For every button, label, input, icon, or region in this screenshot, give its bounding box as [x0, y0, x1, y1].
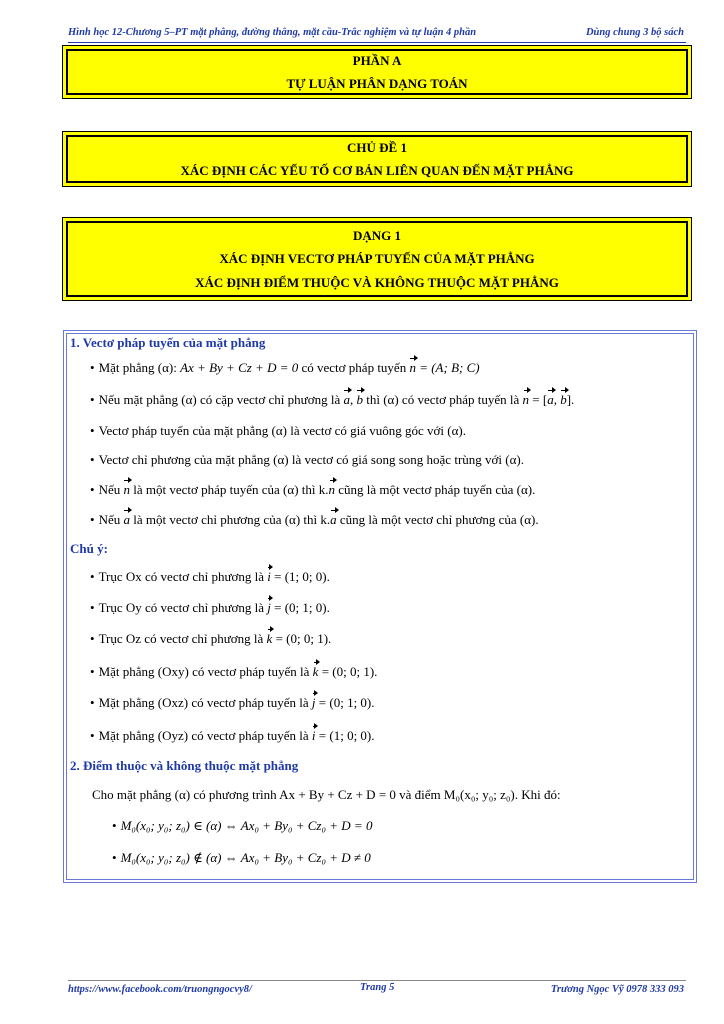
point-on-plane: • M₀(x₀; y₀; z₀) ∈ (α) ⇔ Ax₀ + By₀ + Cz₀ + D = 0 — [112, 818, 373, 833]
part-a-title: PHẦN A — [352, 53, 402, 68]
page-number: Trang 5 — [360, 982, 395, 993]
header-right: Dùng chung 3 bộ sách — [585, 27, 684, 38]
form-box — [62, 217, 692, 301]
header-rule — [68, 42, 686, 43]
bullet-dot: • — [112, 818, 117, 833]
bullet-dot: • — [90, 728, 95, 743]
bullet-direction-definition: • Vectơ chỉ phương của mặt phẳng (α) là vectơ có giá song song hoặc trùng với (α). — [90, 452, 524, 467]
bullet-normal-vector: • Mặt phẳng (α): Ax + By + Cz + D = 0 có vectơ pháp tuyến n = (A; B; C) — [90, 360, 480, 375]
bullet-dot: • — [90, 423, 95, 438]
note-axis-oz: • Trục Oz có vectơ chỉ phương là k = (0; 0; 1). — [90, 631, 332, 646]
note-plane-oxz: • Mặt phẳng (Oxz) có vectơ pháp tuyến là j = (0; 1; 0). — [90, 695, 375, 710]
footer-rule — [68, 980, 686, 981]
bullet-dot: • — [90, 664, 95, 679]
section-1-title: 1. Vectơ pháp tuyến của mặt phẳng — [70, 335, 266, 350]
note-axis-oy: • Trục Oy có vectơ chỉ phương là j = (0; 1; 0). — [90, 600, 330, 615]
bullet-dot: • — [90, 631, 95, 646]
bullet-cross-product: • Nếu mặt phẳng (α) có cặp vectơ chỉ phương là a, b thì (α) có vectơ pháp tuyến là n = [a, b]. — [90, 392, 575, 407]
part-a-box — [62, 45, 692, 99]
section-2-title: 2. Điểm thuộc và không thuộc mặt phẳng — [70, 758, 299, 773]
bullet-scaled-direction: • Nếu a là một vectơ chỉ phương của (α) thì k.a cũng là một vectơ chỉ phương của (α). — [90, 512, 539, 527]
bullet-dot: • — [90, 392, 95, 407]
bullet-dot: • — [112, 850, 117, 865]
bullet-dot: • — [90, 512, 95, 527]
header-left: Hình học 12-Chương 5–PT mặt phẳng, đường thẳng, mặt cầu-Trắc nghiệm và tự luận 4 phần — [68, 27, 477, 38]
note-title: Chú ý: — [70, 541, 108, 556]
topic-box — [62, 131, 692, 187]
note-plane-oxy: • Mặt phẳng (Oxy) có vectơ pháp tuyến là k = (0; 0; 1). — [90, 664, 378, 679]
note-plane-oyz: • Mặt phẳng (Oyz) có vectơ pháp tuyến là i = (1; 0; 0). — [90, 728, 375, 743]
bullet-dot: • — [90, 695, 95, 710]
topic-subtitle: XÁC ĐỊNH CÁC YẾU TỐ CƠ BẢN LIÊN QUAN ĐẾN MẶT PHẲNG — [180, 163, 574, 178]
bullet-scaled-normal: • Nếu n là một vectơ pháp tuyến của (α) thì k.n cũng là một vectơ pháp tuyến của (α). — [90, 482, 536, 497]
bullet-dot: • — [90, 600, 95, 615]
bullet-dot: • — [90, 452, 95, 467]
bullet-dot: • — [90, 360, 95, 375]
form-title: DẠNG 1 — [352, 228, 402, 243]
bullet-dot: • — [90, 482, 95, 497]
bullet-normal-definition: • Vectơ pháp tuyến của mặt phẳng (α) là vectơ có giá vuông góc với (α). — [90, 423, 466, 438]
topic-title: CHỦ ĐỀ 1 — [347, 140, 407, 155]
footer-author: Trương Ngọc Vỹ 0978 333 093 — [550, 984, 684, 995]
footer-link[interactable]: https://www.facebook.com/truongngocvy8/ — [68, 984, 252, 995]
point-off-plane: • M₀(x₀; y₀; z₀) ∉ (α) ⇔ Ax₀ + By₀ + Cz₀ + D ≠ 0 — [112, 850, 371, 865]
bullet-dot: • — [90, 569, 95, 584]
form-subtitle-2: XÁC ĐỊNH ĐIỂM THUỘC VÀ KHÔNG THUỘC MẶT PHẲNG — [195, 275, 559, 290]
point-intro: Cho mặt phẳng (α) có phương trình Ax + By + Cz + D = 0 và điểm M₀(x₀; y₀; z₀). Khi đó: — [92, 787, 561, 802]
form-subtitle-1: XÁC ĐỊNH VECTƠ PHÁP TUYẾN CỦA MẶT PHẲNG — [219, 251, 535, 266]
note-axis-ox: • Trục Ox có vectơ chỉ phương là i = (1; 0; 0). — [90, 569, 330, 584]
part-a-subtitle: TỰ LUẬN PHÂN DẠNG TOÁN — [286, 76, 468, 91]
